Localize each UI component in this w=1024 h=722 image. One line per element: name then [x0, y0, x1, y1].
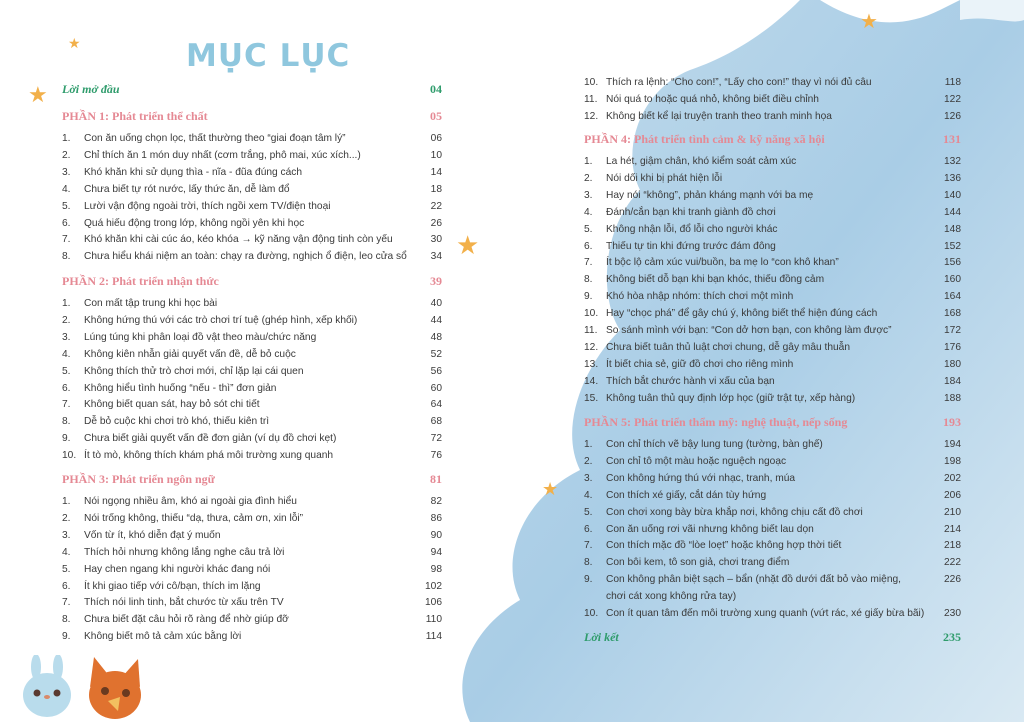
entry-number: 13. — [584, 358, 599, 370]
outro-heading-page: 235 — [943, 630, 961, 644]
entry-title: Chưa biết giải quyết vấn đề đơn giản (ví dụ đồ chơi kẹt) — [84, 433, 337, 445]
left-page-toc — [62, 0, 442, 722]
section-heading-5[interactable] — [584, 413, 961, 431]
entry-number: 8. — [584, 557, 593, 569]
toc-entry[interactable] — [62, 313, 442, 329]
entry-page: 206 — [944, 489, 961, 501]
entry-title: Khó hòa nhập nhóm: thích chơi một mình — [606, 291, 794, 303]
entry-number: 8. — [62, 614, 71, 626]
entry-number: 8. — [62, 416, 71, 428]
entry-title: Ít khi giao tiếp với cô/bạn, thích im lặng — [84, 580, 261, 592]
outro-heading-label: Lời kết — [584, 630, 619, 644]
entry-number: 2. — [584, 455, 593, 467]
entry-title: Thích bắt chước hành vi xấu của bạn — [606, 375, 775, 387]
entry-number: 10. — [62, 450, 77, 462]
toc-entry[interactable] — [62, 595, 442, 611]
toc-entry[interactable] — [584, 454, 961, 470]
entry-number: 6. — [62, 382, 71, 394]
entry-number: 1. — [62, 496, 71, 507]
entry-page: 34 — [430, 251, 442, 263]
entry-number: 6. — [584, 240, 593, 252]
entry-number: 4. — [62, 546, 71, 558]
entry-page: 40 — [430, 298, 442, 309]
entry-page: 218 — [944, 540, 961, 552]
entry-number: 4. — [584, 206, 593, 218]
toc-entry[interactable] — [584, 92, 961, 108]
entry-page: 140 — [944, 189, 961, 201]
toc-entry[interactable] — [62, 545, 442, 561]
entry-title: Vốn từ ít, khó diễn đạt ý muốn — [84, 529, 221, 541]
entry-title: Lúng túng khi phân loại đồ vật theo màu/chức năng — [84, 331, 317, 343]
entry-page: 60 — [430, 382, 442, 394]
section-heading-1[interactable] — [62, 107, 442, 125]
toc-entry[interactable] — [584, 188, 961, 204]
entry-title: Con không hứng thú với nhạc, tranh, múa — [606, 472, 796, 484]
entry-title: Nói trống không, thiếu “dạ, thưa, cảm ơn, xin lỗi” — [84, 512, 304, 524]
entry-title: Khó khăn khi sử dụng thìa - nĩa - đũa đúng cách — [84, 166, 303, 178]
entry-number: 2. — [62, 149, 71, 161]
toc-entry[interactable] — [584, 109, 961, 125]
entry-page: 10 — [430, 149, 442, 161]
entry-number: 15. — [584, 392, 599, 404]
toc-entry[interactable] — [62, 494, 442, 510]
entry-page: 222 — [944, 557, 961, 569]
page-title: MỤC LỤC — [186, 38, 351, 74]
entry-page: 172 — [944, 325, 961, 336]
entry-number: 1. — [584, 439, 593, 450]
star-icon: ★ — [68, 35, 81, 51]
entry-page: 90 — [430, 529, 442, 541]
entry-title: Chưa biết tuân thủ luật chơi chung, dễ gây mâu thuẫn — [606, 341, 851, 353]
toc-entry[interactable] — [62, 296, 442, 312]
entry-title: Lười vận động ngoài trời, thích ngồi xem TV/điện thoại — [84, 200, 331, 212]
entry-page: 126 — [944, 110, 961, 122]
section-heading-3[interactable] — [62, 470, 442, 488]
entry-page: 72 — [430, 433, 442, 445]
section-heading-4-page: 131 — [943, 132, 961, 146]
entry-title: Con bôi kem, tô son giả, chơi trang điểm — [606, 557, 790, 569]
entry-page: 176 — [944, 341, 961, 353]
entry-number: 3. — [62, 331, 71, 343]
section-heading-3-page: 81 — [430, 472, 442, 486]
entry-page: 114 — [425, 631, 442, 643]
entry-title-continued: chơi cát xong không rửa tay) — [606, 591, 737, 603]
entry-page: 214 — [944, 523, 961, 535]
entry-title: Con chỉ thích vẽ bậy lung tung (tường, bàn ghế) — [606, 439, 823, 450]
entry-title: Chưa biết tự rót nước, lấy thức ăn, dễ làm đổ — [84, 183, 290, 195]
entry-number: 5. — [584, 506, 593, 518]
entry-title: Hay chen ngang khi người khác đang nói — [84, 563, 271, 575]
toc-entry[interactable] — [584, 391, 961, 407]
toc-entry[interactable] — [584, 522, 961, 538]
entry-title: Con mất tập trung khi học bài — [84, 298, 218, 309]
toc-entry[interactable] — [584, 323, 961, 339]
entry-title: Không tuân thủ quy định lớp học (giữ trật tự, xếp hàng) — [606, 392, 856, 404]
entry-page: 94 — [430, 546, 442, 558]
right-page-toc — [584, 0, 961, 722]
toc-entry[interactable] — [62, 330, 442, 346]
section-heading-3-label: PHẦN 3: Phát triển ngôn ngữ — [62, 472, 215, 486]
section-heading-4[interactable] — [584, 130, 961, 148]
entry-number: 9. — [584, 291, 593, 303]
entry-page: 68 — [430, 416, 442, 428]
entry-page: 26 — [430, 217, 442, 229]
entry-number: 3. — [584, 472, 593, 484]
entry-title: Thích nói linh tinh, bắt chước từ xấu trên TV — [84, 597, 284, 609]
toc-entry[interactable] — [62, 148, 442, 164]
entry-title: Không biết mô tả cảm xúc bằng lời — [84, 631, 242, 643]
toc-entry[interactable] — [62, 562, 442, 578]
entry-title: Thích ra lệnh: “Cho con!”, “Lấy cho con!” thay vì nói đủ câu — [606, 77, 872, 88]
entry-title: Khó khăn khi cài cúc áo, kéo khóa → kỹ năng vận động tinh còn yếu — [84, 234, 393, 246]
toc-entry[interactable] — [62, 397, 442, 413]
toc-entry[interactable] — [584, 75, 961, 91]
section-heading-5-label: PHẦN 5: Phát triển thẩm mỹ: nghệ thuật, nếp sống — [584, 415, 848, 429]
entry-page: 164 — [944, 291, 961, 303]
section-heading-1-label: PHẦN 1: Phát triển thể chất — [62, 109, 208, 123]
toc-entry[interactable] — [62, 249, 442, 265]
entry-title: Thích hỏi nhưng không lắng nghe câu trả lời — [84, 546, 285, 558]
entry-number: 3. — [584, 189, 593, 201]
entry-page: 86 — [430, 512, 442, 524]
toc-entry[interactable] — [584, 154, 961, 170]
entry-number: 10. — [584, 308, 599, 320]
entry-number: 6. — [62, 580, 71, 592]
entry-title: Không thích thử trò chơi mới, chỉ lặp lại cái quen — [84, 365, 304, 377]
entry-page: 110 — [425, 614, 442, 626]
star-icon: ★ — [860, 11, 878, 33]
toc-entry[interactable] — [584, 205, 961, 221]
entry-title: Dễ bỏ cuộc khi chơi trò khó, thiếu kiên trì — [84, 416, 270, 428]
entry-page: 210 — [944, 506, 961, 518]
entry-number: 9. — [62, 631, 71, 643]
toc-entry[interactable] — [62, 131, 442, 147]
entry-title: Nói dối khi bị phát hiện lỗi — [606, 172, 723, 184]
entry-title: Ít tò mò, không thích khám phá môi trường xung quanh — [84, 450, 334, 462]
entry-page: 156 — [944, 257, 961, 269]
entry-number: 9. — [584, 574, 593, 586]
toc-entry[interactable] — [62, 612, 442, 628]
entry-title: Hay nói “không”, phản kháng mạnh với ba mẹ — [606, 189, 814, 201]
entry-page: 98 — [430, 563, 442, 575]
toc-entry[interactable] — [62, 182, 442, 198]
entry-number: 6. — [584, 523, 593, 535]
entry-title: Nói quá to hoặc quá nhỏ, không biết điều chỉnh — [606, 93, 819, 105]
entry-page: 44 — [430, 314, 442, 326]
entry-title: Con ăn uống rơi vãi nhưng không biết lau dọn — [606, 523, 814, 535]
entry-page: 152 — [944, 240, 961, 252]
entry-title: Con thích xé giấy, cắt dán tùy hứng — [606, 489, 767, 501]
entry-page: 18 — [430, 183, 442, 195]
entry-page: 148 — [944, 223, 961, 235]
toc-entry[interactable] — [62, 232, 442, 248]
entry-number: 7. — [584, 257, 593, 269]
entry-number: 9. — [62, 433, 71, 445]
entry-title: La hét, giậm chân, khó kiểm soát cảm xúc — [606, 156, 797, 167]
entry-page: 06 — [430, 133, 442, 144]
toc-entry[interactable] — [584, 222, 961, 238]
toc-entry[interactable] — [584, 289, 961, 305]
entry-title: So sánh mình với bạn: “Con dở hơn bạn, con không làm được” — [606, 325, 892, 336]
entry-title: Con ăn uống chọn lọc, thất thường theo “giai đoạn tâm lý” — [84, 133, 346, 144]
entry-number: 8. — [62, 251, 71, 263]
entry-number: 2. — [62, 512, 71, 524]
star-icon: ★ — [28, 82, 48, 107]
entry-page: 14 — [430, 166, 442, 178]
entry-number: 4. — [584, 489, 593, 501]
entry-page: 184 — [944, 375, 961, 387]
entry-title: Con thích mặc đồ “lòe loẹt” hoặc không hợp thời tiết — [606, 540, 842, 552]
intro-heading-page: 04 — [430, 82, 442, 96]
entry-page: 132 — [944, 156, 961, 167]
toc-entry[interactable] — [62, 579, 442, 595]
entry-page: 194 — [944, 439, 961, 450]
entry-number: 11. — [584, 325, 598, 336]
entry-page: 30 — [430, 234, 442, 246]
entry-page: 76 — [430, 450, 442, 462]
entry-title: Con chơi xong bày bừa khắp nơi, không chịu cất đồ chơi — [606, 506, 863, 518]
entry-number: 7. — [62, 399, 71, 411]
entry-title: Đánh/cắn bạn khi tranh giành đồ chơi — [606, 206, 776, 218]
entry-number: 1. — [584, 156, 593, 167]
entry-page: 82 — [430, 496, 442, 507]
entry-number: 4. — [62, 348, 71, 360]
toc-entry[interactable] — [584, 555, 961, 571]
entry-number: 5. — [62, 200, 71, 212]
entry-title: Hay “chọc phá” để gây chú ý, không biết thể hiện đúng cách — [606, 308, 878, 320]
entry-page: 56 — [430, 365, 442, 377]
entry-page: 118 — [944, 77, 961, 88]
toc-entry[interactable] — [62, 364, 442, 380]
entry-page: 230 — [944, 608, 961, 619]
entry-title: Chưa biết đặt câu hỏi rõ ràng để nhờ giúp đỡ — [84, 614, 289, 626]
entry-number: 7. — [584, 540, 593, 552]
toc-entry[interactable] — [62, 528, 442, 544]
toc-entry[interactable] — [62, 347, 442, 363]
toc-entry[interactable] — [584, 255, 961, 271]
toc-entry[interactable] — [584, 505, 961, 521]
toc-entry[interactable] — [584, 340, 961, 356]
toc-entry[interactable] — [584, 171, 961, 187]
entry-page: 102 — [425, 580, 442, 592]
toc-entry[interactable] — [62, 199, 442, 215]
entry-title: Chưa hiểu khái niệm an toàn: chạy ra đường, nghịch ổ điện, leo cửa sổ — [84, 251, 407, 263]
entry-title: Không kiên nhẫn giải quyết vấn đề, dễ bỏ cuộc — [84, 348, 296, 360]
entry-number: 7. — [62, 597, 71, 609]
entry-page: 188 — [944, 392, 961, 404]
toc-entry[interactable] — [584, 572, 961, 603]
entry-title: Không biết kể lại truyện tranh theo tranh minh họa — [606, 110, 832, 122]
entry-number: 3. — [62, 166, 71, 178]
toc-entry[interactable] — [584, 437, 961, 453]
intro-heading[interactable] — [62, 80, 442, 98]
entry-number: 5. — [62, 365, 71, 377]
entry-title: Không nhận lỗi, đổ lỗi cho người khác — [606, 223, 778, 235]
entry-page: 48 — [430, 331, 442, 343]
entry-title: Thiếu tự tin khi đứng trước đám đông — [606, 240, 776, 252]
entry-page: 136 — [944, 172, 961, 184]
intro-heading-label: Lời mở đầu — [62, 82, 120, 96]
entry-number: 2. — [584, 172, 593, 184]
outro-heading[interactable] — [584, 628, 961, 646]
toc-entry[interactable] — [62, 381, 442, 397]
entry-page: 144 — [944, 206, 961, 218]
entry-number: 8. — [584, 274, 593, 286]
entry-page: 198 — [944, 455, 961, 467]
entry-page: 22 — [430, 200, 442, 212]
toc-entry[interactable] — [62, 216, 442, 232]
toc-entry[interactable] — [62, 448, 442, 464]
entry-number: 10. — [584, 608, 599, 619]
entry-title: Con chỉ tô một màu hoặc nguệch ngoạc — [606, 455, 787, 467]
entry-title: Nói ngọng nhiều âm, khó ai ngoài gia đình hiểu — [84, 496, 297, 507]
entry-number: 12. — [584, 110, 599, 122]
section-heading-1-page: 05 — [430, 109, 442, 123]
entry-title: Quá hiếu động trong lớp, không ngồi yên khi học — [84, 217, 305, 229]
entry-page: 180 — [944, 358, 961, 370]
entry-number: 2. — [62, 314, 71, 326]
entry-title: Ít biết chia sẻ, giữ đồ chơi cho riêng mình — [606, 358, 794, 370]
section-heading-2-page: 39 — [430, 274, 442, 288]
entry-title: Không hiểu tình huống “nếu - thì” đơn giản — [84, 382, 277, 394]
entry-number: 12. — [584, 341, 599, 353]
entry-page: 106 — [425, 597, 442, 609]
entry-title: Con ít quan tâm đến môi trường xung quanh (vứt rác, xé giấy bừa bãi) — [606, 608, 925, 619]
entry-number: 5. — [584, 223, 593, 235]
entry-page: 160 — [944, 274, 961, 286]
toc-entry[interactable] — [62, 431, 442, 447]
star-icon: ★ — [542, 479, 559, 499]
entry-number: 6. — [62, 217, 71, 229]
toc-entry[interactable] — [584, 538, 961, 554]
entry-title: Không hứng thú với các trò chơi trí tuệ (ghép hình, xếp khối) — [84, 314, 358, 326]
toc-entry[interactable] — [62, 165, 442, 181]
toc-entry[interactable] — [584, 306, 961, 322]
entry-page: 52 — [430, 348, 442, 360]
section-heading-5-page: 193 — [943, 415, 961, 429]
entry-page: 168 — [944, 308, 961, 320]
entry-page: 64 — [430, 399, 442, 411]
entry-title: Không biết quan sát, hay bỏ sót chi tiết — [84, 399, 260, 411]
entry-title: Chỉ thích ăn 1 món duy nhất (cơm trắng, phô mai, xúc xích...) — [84, 149, 361, 161]
star-icon: ★ — [456, 230, 480, 260]
section-heading-2-label: PHẦN 2: Phát triển nhận thức — [62, 274, 219, 288]
toc-entry[interactable] — [584, 272, 961, 288]
entry-number: 11. — [584, 93, 598, 105]
entry-number: 14. — [584, 375, 599, 387]
toc-entry[interactable] — [584, 471, 961, 487]
section-heading-2[interactable] — [62, 272, 442, 290]
toc-entry[interactable] — [584, 357, 961, 373]
entry-title: Con không phân biệt sạch – bẩn (nhặt đồ dưới đất bỏ vào miệng, — [606, 574, 901, 586]
entry-number: 5. — [62, 563, 71, 575]
entry-number: 3. — [62, 529, 71, 541]
toc-entry[interactable] — [584, 606, 961, 622]
entry-number: 4. — [62, 183, 71, 195]
toc-entry[interactable] — [62, 511, 442, 527]
entry-title: Ít bộc lộ cảm xúc vui/buồn, ba mẹ lo “con khô khan” — [606, 257, 839, 269]
toc-entry[interactable] — [584, 488, 961, 504]
entry-number: 7. — [62, 234, 71, 246]
entry-number: 10. — [584, 77, 599, 88]
entry-page: 202 — [944, 472, 961, 484]
entry-page: 122 — [944, 93, 961, 105]
entry-title: Không biết dỗ bạn khi bạn khóc, thiếu đồng cảm — [606, 274, 825, 286]
toc-entry[interactable] — [62, 629, 442, 645]
entry-number: 1. — [62, 298, 71, 309]
entry-number: 1. — [62, 133, 71, 144]
section-heading-4-label: PHẦN 4: Phát triển tình cảm & kỹ năng xã hội — [584, 132, 825, 146]
entry-page: 226 — [944, 574, 961, 586]
toc-entry[interactable] — [584, 239, 961, 255]
toc-entry[interactable] — [584, 374, 961, 390]
toc-entry[interactable] — [62, 414, 442, 430]
